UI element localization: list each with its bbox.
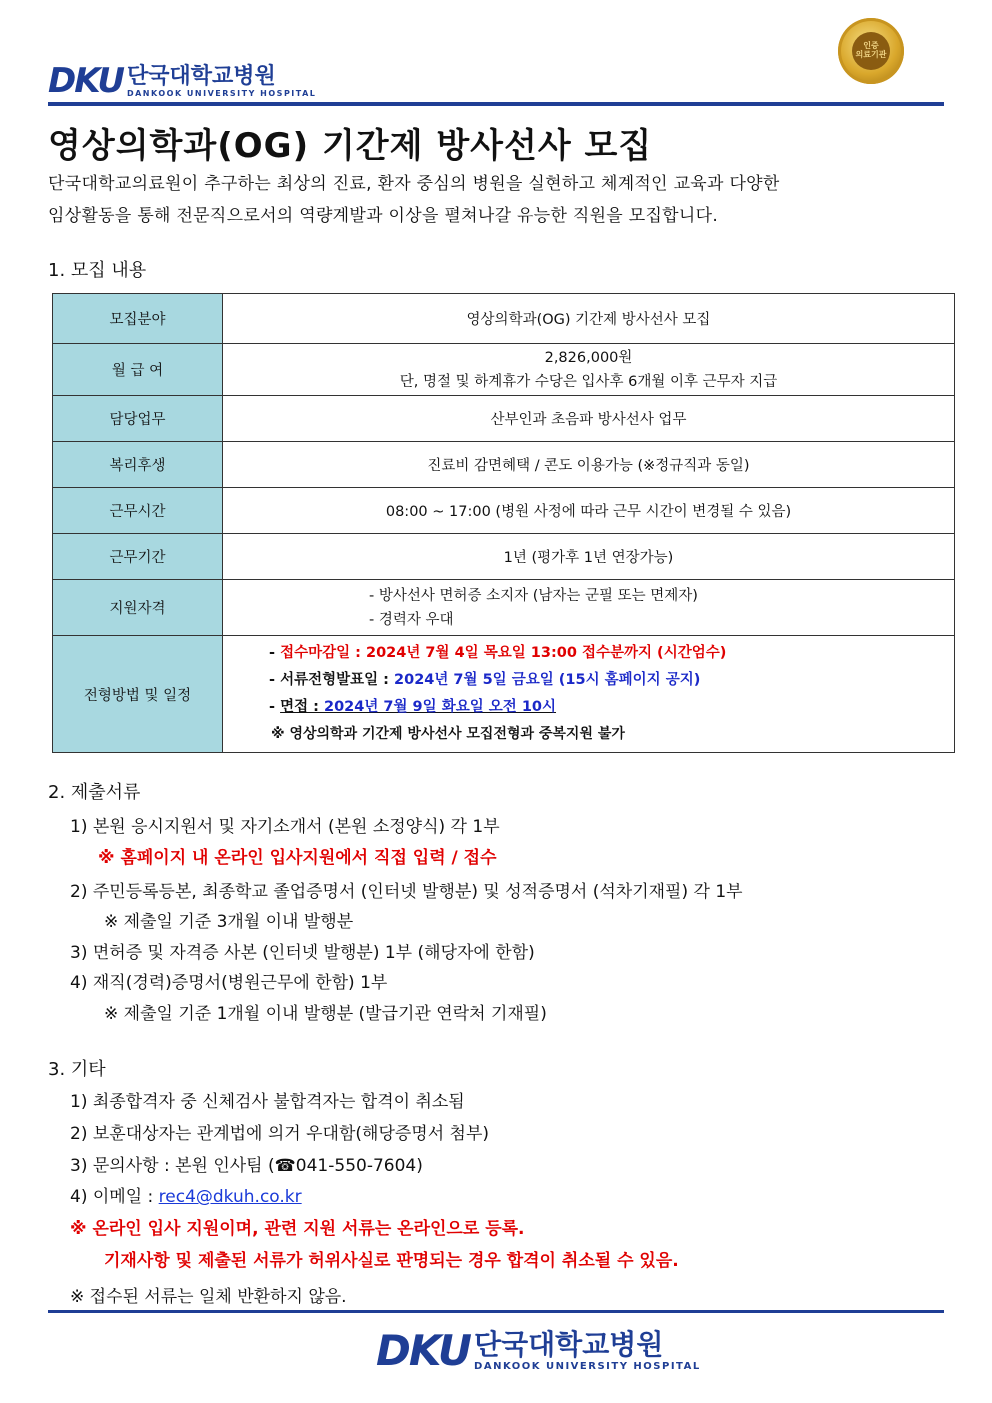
doc-item-1-note: ※ 홈페이지 내 온라인 입사지원에서 직접 입력 / 접수 xyxy=(98,848,497,868)
section-2-heading: 2. 제출서류 xyxy=(48,782,141,803)
row-label: 복리후생 xyxy=(53,442,223,488)
doc-item-2: 2) 주민등록등본, 최종학교 졸업증명서 (인터넷 발행분) 및 성적증명서 (석차기재필) 각 1부 xyxy=(70,882,743,902)
row-value: 1년 (평가후 1년 연장가능) xyxy=(223,534,955,580)
header-logo xyxy=(48,61,317,101)
footer-logo-english: DANKOOK UNIVERSITY HOSPITAL xyxy=(474,1361,701,1372)
row-value xyxy=(223,580,955,636)
warning-line-1: ※ 온라인 입사 지원이며, 관련 지원 서류는 온라인으로 등록. xyxy=(70,1219,525,1239)
deadline-prefix: - xyxy=(269,645,281,661)
interview-line xyxy=(269,694,954,721)
row-label: 지원자격 xyxy=(53,580,223,636)
intro-line-1: 단국대학교의료원이 추구하는 최상의 진료, 환자 중심의 병원을 실현하고 체계적인 교육과 다양한 xyxy=(48,174,780,194)
doc-prefix: - 서류전형발표일 : xyxy=(269,672,395,688)
table-row xyxy=(53,294,955,344)
logo-mark: DKU xyxy=(48,61,123,101)
etc-item-3: 3) 문의사항 : 본원 인사팀 (☎041-550-7604) xyxy=(70,1156,423,1176)
row-value: 영상의학과(OG) 기간제 방사선사 모집 xyxy=(223,294,955,344)
intro-paragraph xyxy=(48,168,948,232)
row-label: 전형방법 및 일정 xyxy=(53,636,223,753)
email-label: 4) 이메일 : xyxy=(70,1187,159,1207)
qualification-2: - 경력자 우대 xyxy=(369,611,454,628)
document-result-line xyxy=(269,667,954,694)
doc-item-3: 3) 면허증 및 자격증 사본 (인터넷 발행분) 1부 (해당자에 한함) xyxy=(70,943,535,963)
table-row xyxy=(53,396,955,442)
recruitment-table xyxy=(52,293,955,753)
interview-prefix: - xyxy=(269,699,281,715)
interview-label: 면접 : xyxy=(280,699,324,715)
table-row xyxy=(53,636,955,753)
etc-item-2: 2) 보훈대상자는 관계법에 의거 우대함(해당증명서 첨부) xyxy=(70,1124,490,1144)
row-value: 진료비 감면혜택 / 콘도 이용가능 (※정규직과 동일) xyxy=(223,442,955,488)
table-row xyxy=(53,488,955,534)
doc-item-2-note: ※ 제출일 기준 3개월 이내 발행분 xyxy=(104,912,354,932)
salary-note: 단, 명절 및 하계휴가 수당은 입사후 6개월 이후 근무자 지급 xyxy=(399,373,778,390)
doc-item-1: 1) 본원 응시지원서 및 자기소개서 (본원 소정양식) 각 1부 xyxy=(70,817,500,837)
doc-item-4-note: ※ 제출일 기준 1개월 이내 발행분 (발급기관 연락처 기재필) xyxy=(104,1004,547,1024)
footer-logo-mark: DKU xyxy=(376,1326,471,1375)
doc-value: 2024년 7월 5일 금요일 (15시 홈페이지 공지) xyxy=(394,672,701,688)
salary-amount: 2,826,000원 xyxy=(544,349,633,366)
footer-rule xyxy=(48,1310,944,1313)
row-label: 근무기간 xyxy=(53,534,223,580)
row-value xyxy=(223,344,955,396)
doc-item-4: 4) 재직(경력)증명서(병원근무에 한함) 1부 xyxy=(70,973,388,993)
row-label: 모집분야 xyxy=(53,294,223,344)
qualification-1: - 방사선사 면허증 소지자 (남자는 군필 또는 면제자) xyxy=(369,587,698,604)
row-value: 08:00 ~ 17:00 (병원 사정에 따라 근무 시간이 변경될 수 있음) xyxy=(223,488,955,534)
interview-value: 2024년 7월 9일 화요일 오전 10시 xyxy=(324,699,557,715)
section-3-heading: 3. 기타 xyxy=(48,1059,106,1080)
table-row xyxy=(53,534,955,580)
page-title: 영상의학과(OG) 기간제 방사선사 모집 xyxy=(48,126,653,166)
deadline-line xyxy=(269,640,954,667)
schedule-cell xyxy=(223,636,955,753)
intro-line-2: 임상활동을 통해 전문직으로서의 역량계발과 이상을 펼쳐나갈 유능한 직원을 모집합니다. xyxy=(48,206,719,226)
email-link[interactable]: rec4@dkuh.co.kr xyxy=(158,1187,302,1207)
table-row xyxy=(53,580,955,636)
footer-logo-korean: 단국대학교병원 xyxy=(474,1328,664,1361)
etc-item-1: 1) 최종합격자 중 신체검사 불합격자는 합격이 취소됨 xyxy=(70,1092,465,1112)
header-rule xyxy=(48,102,944,106)
logo-english: DANKOOK UNIVERSITY HOSPITAL xyxy=(126,89,317,98)
footer-logo xyxy=(376,1326,701,1375)
accreditation-badge-icon xyxy=(838,18,904,84)
duplicate-note: ※ 영상의학과 기간제 방사선사 모집전형과 중복지원 불가 xyxy=(271,726,625,742)
warning-line-2: 기재사항 및 제출된 서류가 허위사실로 판명되는 경우 합격이 취소될 수 있음. xyxy=(104,1251,679,1271)
badge-text: 인증 의료기관 xyxy=(855,41,887,59)
etc-item-4 xyxy=(70,1182,302,1207)
row-label: 월 급 여 xyxy=(53,344,223,396)
return-note: ※ 접수된 서류는 일체 반환하지 않음. xyxy=(70,1287,347,1307)
table-row xyxy=(53,344,955,396)
section-1-heading: 1. 모집 내용 xyxy=(48,260,147,281)
table-row xyxy=(53,442,955,488)
deadline-text: 접수마감일 : 2024년 7월 4일 목요일 13:00 접수분까지 (시간엄수) xyxy=(280,645,727,661)
row-label: 근무시간 xyxy=(53,488,223,534)
row-label: 담당업무 xyxy=(53,396,223,442)
row-value: 산부인과 초음파 방사선사 업무 xyxy=(223,396,955,442)
logo-korean: 단국대학교병원 xyxy=(126,64,276,89)
